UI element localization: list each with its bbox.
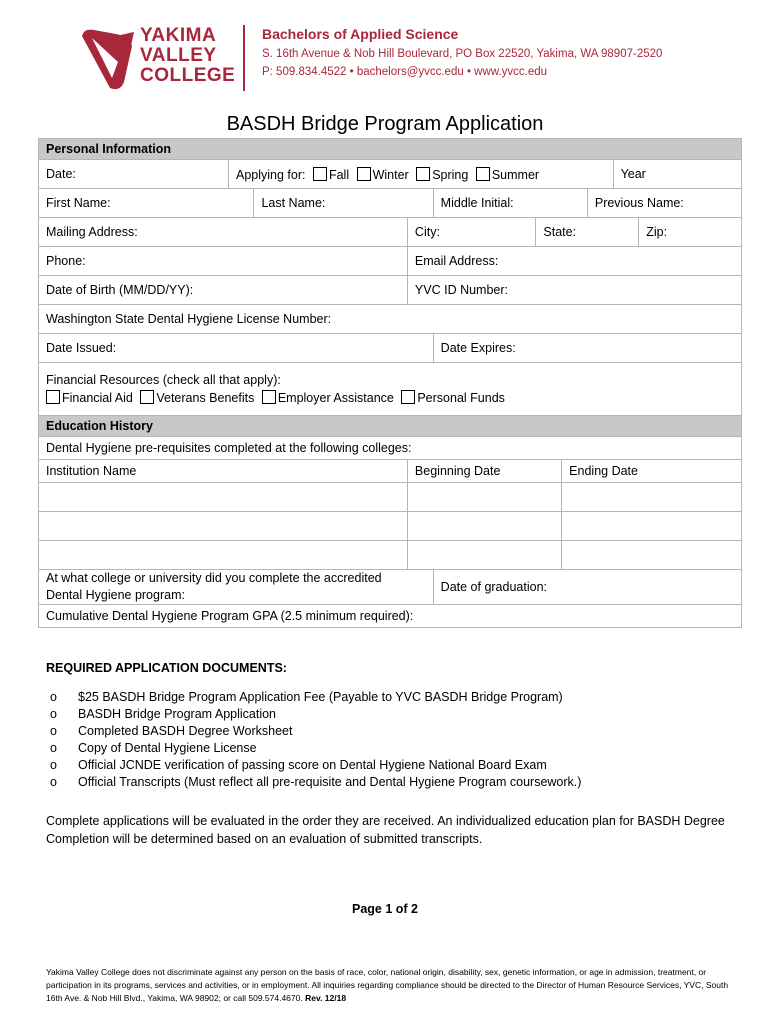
label-gpa: Cumulative Dental Hygiene Program GPA (2.5 minimum required):: [46, 609, 414, 623]
label-middle-initial: Middle Initial:: [440, 196, 514, 210]
checkbox-personal-funds[interactable]: [401, 390, 415, 404]
field-applying-for: [228, 160, 613, 189]
label-date-of-birth: Date of Birth (MM/DD/YY):: [46, 283, 194, 297]
college-address: S. 16th Avenue & Nob Hill Boulevard, PO Box 22520, Yakima, WA 98907-2520: [262, 48, 663, 60]
bullet-icon: o: [50, 758, 57, 772]
nondiscrimination-footer: [46, 966, 736, 1005]
application-form: [38, 138, 742, 628]
program-name: Bachelors of Applied Science: [262, 26, 459, 42]
list-item: [46, 757, 736, 774]
institution-row-1[interactable]: [39, 483, 408, 512]
documents-heading: REQUIRED APPLICATION DOCUMENTS:: [46, 661, 287, 675]
field-middle-initial[interactable]: [433, 189, 587, 218]
label-mailing-address: Mailing Address:: [46, 225, 138, 239]
section-education-history: Education History: [39, 416, 742, 437]
page-number: Page 1 of 2: [352, 902, 418, 916]
checkbox-summer[interactable]: [476, 167, 490, 181]
list-item: [46, 706, 736, 723]
label-previous-name: Previous Name:: [594, 196, 684, 210]
header-ending-date: Ending Date: [562, 460, 742, 483]
label-year: Year: [620, 167, 646, 181]
bullet-icon: o: [50, 690, 57, 704]
label-personal-funds: Personal Funds: [417, 391, 505, 405]
field-license-number[interactable]: [39, 305, 742, 334]
prereq-label: Dental Hygiene pre-requisites completed at the following colleges:: [39, 437, 742, 460]
bullet-icon: o: [50, 741, 57, 755]
field-zip[interactable]: [639, 218, 742, 247]
field-year[interactable]: [613, 160, 741, 189]
list-item: [46, 723, 736, 740]
institution-row-2[interactable]: [39, 512, 408, 541]
label-last-name: Last Name:: [261, 196, 326, 210]
label-employer-assistance: Employer Assistance: [277, 391, 394, 405]
field-gpa[interactable]: [39, 605, 742, 628]
document-item: Copy of Dental Hygiene License: [78, 741, 257, 755]
ending-row-1[interactable]: [562, 483, 742, 512]
label-graduation-date: Date of graduation:: [440, 580, 547, 594]
bullet-icon: o: [50, 775, 57, 789]
field-financial-resources: [39, 363, 742, 416]
field-state[interactable]: [536, 218, 639, 247]
field-date-expires[interactable]: [433, 334, 741, 363]
bullet-icon: o: [50, 724, 57, 738]
checkbox-winter[interactable]: [357, 167, 371, 181]
label-accredited-line2: Dental Hygiene program:: [46, 588, 185, 602]
logo-wordmark: [140, 26, 235, 86]
label-summer: Summer: [491, 167, 540, 182]
field-first-name[interactable]: [39, 189, 254, 218]
field-date-issued[interactable]: [39, 334, 434, 363]
header-contact: [262, 26, 662, 78]
bullet-icon: o: [50, 707, 57, 721]
label-applying-for: Applying for:: [235, 167, 306, 182]
letterhead: [0, 0, 770, 110]
logo-line-valley: VALLEY: [140, 45, 217, 66]
label-zip: Zip:: [646, 225, 668, 239]
checkbox-employer-assistance[interactable]: [262, 390, 276, 404]
label-phone: Phone:: [46, 254, 86, 268]
label-date: Date:: [46, 167, 76, 181]
checkbox-fall[interactable]: [313, 167, 327, 181]
logo-line-college: COLLEGE: [140, 65, 236, 86]
field-graduation-date[interactable]: [433, 570, 741, 605]
beginning-row-2[interactable]: [407, 512, 561, 541]
revision-label: Rev. 12/18: [305, 993, 347, 1003]
college-contact: P: 509.834.4522 • bachelors@yvcc.edu • www.yvcc.edu: [262, 66, 548, 78]
checkbox-financial-aid[interactable]: [46, 390, 60, 404]
header-institution: Institution Name: [39, 460, 408, 483]
ending-row-3[interactable]: [562, 541, 742, 570]
document-item: Official JCNDE verification of passing score on Dental Hygiene National Board Exam: [78, 758, 547, 772]
label-accredited-line1: At what college or university did you complete the accredited: [46, 571, 382, 585]
institution-row-3[interactable]: [39, 541, 408, 570]
document-item: BASDH Bridge Program Application: [78, 707, 277, 721]
label-license-number: Washington State Dental Hygiene License Number:: [46, 312, 332, 326]
field-city[interactable]: [407, 218, 536, 247]
list-item: [46, 774, 736, 791]
checkbox-spring[interactable]: [416, 167, 430, 181]
field-date-of-birth[interactable]: [39, 276, 408, 305]
label-financial-resources: Financial Resources (check all that apply):: [46, 373, 281, 387]
field-date[interactable]: [39, 160, 229, 189]
field-accredited-program[interactable]: [39, 570, 434, 605]
logo-line-yakima: YAKIMA: [140, 25, 217, 46]
field-previous-name[interactable]: [587, 189, 741, 218]
evaluation-note: Complete applications will be evaluated in the order they are received. An individualized education plan for BASDH Degree Completion will be determined based on an evaluation of submitted transcripts.: [46, 814, 725, 846]
document-item: Completed BASDH Degree Worksheet: [78, 724, 293, 738]
label-state: State:: [543, 225, 577, 239]
list-item: [46, 740, 736, 757]
field-last-name[interactable]: [254, 189, 433, 218]
label-date-expires: Date Expires:: [440, 341, 516, 355]
label-city: City:: [414, 225, 440, 239]
label-email: Email Address:: [414, 254, 499, 268]
label-spring: Spring: [432, 167, 469, 182]
document-item: $25 BASDH Bridge Program Application Fee (Payable to YVC BASDH Bridge Program): [78, 690, 563, 704]
list-item: [46, 689, 736, 706]
label-veterans-benefits: Veterans Benefits: [156, 391, 255, 405]
field-phone[interactable]: [39, 247, 408, 276]
label-first-name: First Name:: [46, 196, 111, 210]
section-personal-information: Personal Information: [39, 139, 742, 160]
label-fall: Fall: [328, 167, 350, 182]
footer-text: Yakima Valley College does not discriminate against any person on the basis of race, color, national origin, disability, sex, genetic information, or age in admission, treatment, or participation in its programs, services and activities, or in employment. All inquiries regarding compliance should be directed to the Director of Human Resource Services, YVC, South 16th Ave. & Nob Hill Blvd., Yakima, WA 98902; or call 509.574.4670.: [46, 967, 729, 1003]
label-winter: Winter: [372, 167, 409, 182]
ending-row-2[interactable]: [562, 512, 742, 541]
field-email[interactable]: [407, 247, 741, 276]
beginning-row-1[interactable]: [407, 483, 561, 512]
label-yvc-id: YVC ID Number:: [414, 283, 509, 297]
document-item: Official Transcripts (Must reflect all pre-requisite and Dental Hygiene Program coursework.): [78, 775, 582, 789]
field-mailing-address[interactable]: [39, 218, 408, 247]
checkbox-veterans-benefits[interactable]: [140, 390, 154, 404]
label-financial-aid: Financial Aid: [62, 391, 133, 405]
field-yvc-id[interactable]: [407, 276, 741, 305]
beginning-row-3[interactable]: [407, 541, 561, 570]
page-title: BASDH Bridge Program Application: [226, 113, 544, 135]
documents-list: [46, 689, 736, 791]
header-divider: [243, 25, 245, 91]
header-beginning-date: Beginning Date: [407, 460, 561, 483]
label-date-issued: Date Issued:: [46, 341, 117, 355]
required-documents: [46, 661, 736, 848]
